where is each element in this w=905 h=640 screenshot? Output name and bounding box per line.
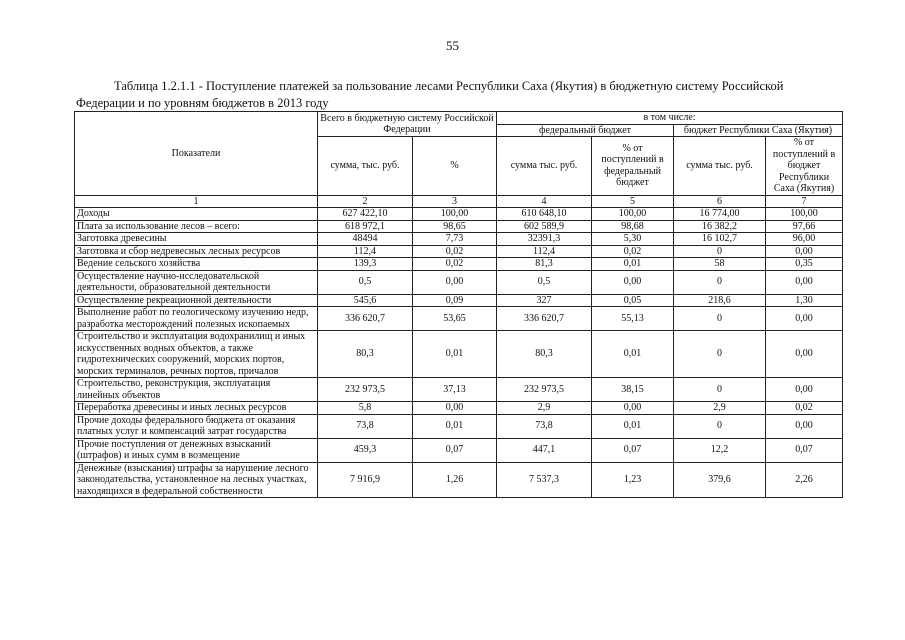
value-cell: 16 774,00 bbox=[674, 208, 766, 221]
value-cell: 0 bbox=[674, 414, 766, 438]
value-cell: 459,3 bbox=[318, 438, 413, 462]
value-cell: 0,00 bbox=[766, 414, 843, 438]
table-body bbox=[75, 208, 843, 498]
value-cell: 0,00 bbox=[592, 270, 674, 294]
row-label: Плата за использование лесов – всего: bbox=[75, 220, 318, 233]
header-total-group: Всего в бюджетную систему Российской Федерации bbox=[318, 112, 497, 137]
header-federal-budget: федеральный бюджет bbox=[497, 124, 674, 137]
value-cell: 32391,3 bbox=[497, 233, 592, 246]
value-cell: 112,4 bbox=[497, 245, 592, 258]
value-cell: 0,07 bbox=[413, 438, 497, 462]
value-cell: 16 102,7 bbox=[674, 233, 766, 246]
header-indicators: Показатели bbox=[75, 112, 318, 196]
row-label: Доходы bbox=[75, 208, 318, 221]
value-cell: 7 537,3 bbox=[497, 462, 592, 498]
value-cell: 80,3 bbox=[497, 331, 592, 378]
row-label: Заготовка древесины bbox=[75, 233, 318, 246]
table-row bbox=[75, 245, 843, 258]
value-cell: 12,2 bbox=[674, 438, 766, 462]
value-cell: 98,68 bbox=[592, 220, 674, 233]
value-cell: 16 382,2 bbox=[674, 220, 766, 233]
row-label: Осуществление рекреационной деятельности bbox=[75, 294, 318, 307]
value-cell: 0,02 bbox=[592, 245, 674, 258]
row-label: Выполнение работ по геологическому изучению недр, разработка месторождений полезных ископаемых bbox=[75, 307, 318, 331]
table-caption bbox=[76, 78, 846, 112]
column-index-cell: 6 bbox=[674, 195, 766, 208]
value-cell: 0,02 bbox=[413, 245, 497, 258]
value-cell: 0,05 bbox=[592, 294, 674, 307]
value-cell: 1,23 bbox=[592, 462, 674, 498]
value-cell: 618 972,1 bbox=[318, 220, 413, 233]
table-row bbox=[75, 233, 843, 246]
value-cell: 336 620,7 bbox=[497, 307, 592, 331]
caption-line-2: Федерации и по уровням бюджетов в 2013 году bbox=[76, 96, 329, 110]
table-row bbox=[75, 258, 843, 271]
table-row bbox=[75, 307, 843, 331]
table-row bbox=[75, 294, 843, 307]
table-row bbox=[75, 462, 843, 498]
value-cell: 7,73 bbox=[413, 233, 497, 246]
column-index-cell: 7 bbox=[766, 195, 843, 208]
value-cell: 55,13 bbox=[592, 307, 674, 331]
value-cell: 545,6 bbox=[318, 294, 413, 307]
value-cell: 73,8 bbox=[318, 414, 413, 438]
row-label: Переработка древесины и иных лесных ресурсов bbox=[75, 402, 318, 415]
value-cell: 327 bbox=[497, 294, 592, 307]
value-cell: 96,00 bbox=[766, 233, 843, 246]
column-index-cell: 1 bbox=[75, 195, 318, 208]
value-cell: 0,00 bbox=[413, 270, 497, 294]
header-pct-federal: % от поступлений в федеральный бюджет bbox=[592, 137, 674, 196]
value-cell: 5,30 bbox=[592, 233, 674, 246]
table-row bbox=[75, 331, 843, 378]
value-cell: 0,09 bbox=[413, 294, 497, 307]
row-label: Строительство, реконструкция, эксплуатация линейных объектов bbox=[75, 378, 318, 402]
caption-line-1: Таблица 1.2.1.1 - Поступление платежей за пользование лесами Республики Саха (Якутия) в бюджетную систему Российской bbox=[114, 79, 784, 93]
value-cell: 80,3 bbox=[318, 331, 413, 378]
column-index-row bbox=[75, 195, 843, 208]
page-number: 55 bbox=[446, 38, 459, 53]
row-label: Денежные (взыскания) штрафы за нарушение лесного законодательства, установленное на лесных участках, находящихся в федеральной собственности bbox=[75, 462, 318, 498]
value-cell: 0 bbox=[674, 307, 766, 331]
column-index-cell: 4 bbox=[497, 195, 592, 208]
header-sum-federal: сумма тыс. руб. bbox=[497, 137, 592, 196]
value-cell: 1,26 bbox=[413, 462, 497, 498]
value-cell: 0 bbox=[674, 378, 766, 402]
value-cell: 0,00 bbox=[766, 270, 843, 294]
value-cell: 0,00 bbox=[766, 378, 843, 402]
value-cell: 0,01 bbox=[413, 414, 497, 438]
value-cell: 5,8 bbox=[318, 402, 413, 415]
value-cell: 48494 bbox=[318, 233, 413, 246]
value-cell: 97,66 bbox=[766, 220, 843, 233]
value-cell: 232 973,5 bbox=[497, 378, 592, 402]
value-cell: 0,01 bbox=[592, 258, 674, 271]
header-sum-republic: сумма тыс. руб. bbox=[674, 137, 766, 196]
value-cell: 627 422,10 bbox=[318, 208, 413, 221]
value-cell: 81,3 bbox=[497, 258, 592, 271]
value-cell: 112,4 bbox=[318, 245, 413, 258]
value-cell: 0,5 bbox=[318, 270, 413, 294]
value-cell: 58 bbox=[674, 258, 766, 271]
value-cell: 336 620,7 bbox=[318, 307, 413, 331]
row-label: Прочие поступления от денежных взысканий (штрафов) и иных сумм в возмещение bbox=[75, 438, 318, 462]
value-cell: 610 648,10 bbox=[497, 208, 592, 221]
row-label: Заготовка и сбор недревесных лесных ресурсов bbox=[75, 245, 318, 258]
value-cell: 100,00 bbox=[766, 208, 843, 221]
value-cell: 2,9 bbox=[497, 402, 592, 415]
header-including: в том числе: bbox=[497, 112, 843, 125]
table-row bbox=[75, 414, 843, 438]
value-cell: 38,15 bbox=[592, 378, 674, 402]
column-index-cell: 3 bbox=[413, 195, 497, 208]
value-cell: 0,00 bbox=[413, 402, 497, 415]
value-cell: 0,02 bbox=[413, 258, 497, 271]
value-cell: 7 916,9 bbox=[318, 462, 413, 498]
value-cell: 0 bbox=[674, 270, 766, 294]
value-cell: 0,01 bbox=[413, 331, 497, 378]
value-cell: 100,00 bbox=[592, 208, 674, 221]
row-label: Прочие доходы федерального бюджета от оказания платных услуг и компенсаций затрат государства bbox=[75, 414, 318, 438]
value-cell: 0,07 bbox=[766, 438, 843, 462]
header-republic-budget: бюджет Республики Саха (Якутия) bbox=[674, 124, 843, 137]
value-cell: 53,65 bbox=[413, 307, 497, 331]
column-index-cell: 5 bbox=[592, 195, 674, 208]
table-row bbox=[75, 220, 843, 233]
value-cell: 2,9 bbox=[674, 402, 766, 415]
value-cell: 0,5 bbox=[497, 270, 592, 294]
header-pct-total: % bbox=[413, 137, 497, 196]
table-row bbox=[75, 208, 843, 221]
value-cell: 0,00 bbox=[766, 331, 843, 378]
value-cell: 98,65 bbox=[413, 220, 497, 233]
table-row bbox=[75, 438, 843, 462]
row-label: Осуществление научно-исследовательской деятельности, образовательной деятельности bbox=[75, 270, 318, 294]
value-cell: 0,01 bbox=[592, 414, 674, 438]
value-cell: 218,6 bbox=[674, 294, 766, 307]
header-sum-total: сумма, тыс. руб. bbox=[318, 137, 413, 196]
header-pct-republic: % от поступлений в бюджет Республики Саха (Якутия) bbox=[766, 137, 843, 196]
value-cell: 1,30 bbox=[766, 294, 843, 307]
value-cell: 100,00 bbox=[413, 208, 497, 221]
value-cell: 232 973,5 bbox=[318, 378, 413, 402]
value-cell: 0,07 bbox=[592, 438, 674, 462]
value-cell: 2,26 bbox=[766, 462, 843, 498]
table-row bbox=[75, 378, 843, 402]
value-cell: 0,00 bbox=[766, 245, 843, 258]
value-cell: 379,6 bbox=[674, 462, 766, 498]
value-cell: 37,13 bbox=[413, 378, 497, 402]
table-row bbox=[75, 402, 843, 415]
value-cell: 0 bbox=[674, 331, 766, 378]
payments-table bbox=[74, 111, 843, 498]
value-cell: 0 bbox=[674, 245, 766, 258]
value-cell: 139,3 bbox=[318, 258, 413, 271]
value-cell: 0,00 bbox=[766, 307, 843, 331]
value-cell: 0,35 bbox=[766, 258, 843, 271]
value-cell: 0,00 bbox=[592, 402, 674, 415]
value-cell: 447,1 bbox=[497, 438, 592, 462]
table-row bbox=[75, 270, 843, 294]
value-cell: 73,8 bbox=[497, 414, 592, 438]
value-cell: 0,01 bbox=[592, 331, 674, 378]
value-cell: 0,02 bbox=[766, 402, 843, 415]
column-index-cell: 2 bbox=[318, 195, 413, 208]
row-label: Ведение сельского хозяйства bbox=[75, 258, 318, 271]
value-cell: 602 589,9 bbox=[497, 220, 592, 233]
row-label: Строительство и эксплуатация водохранилищ и иных искусственных водных объектов, а также гидротехнических сооружений, морских портов, морских терминалов, речных портов, причалов bbox=[75, 331, 318, 378]
